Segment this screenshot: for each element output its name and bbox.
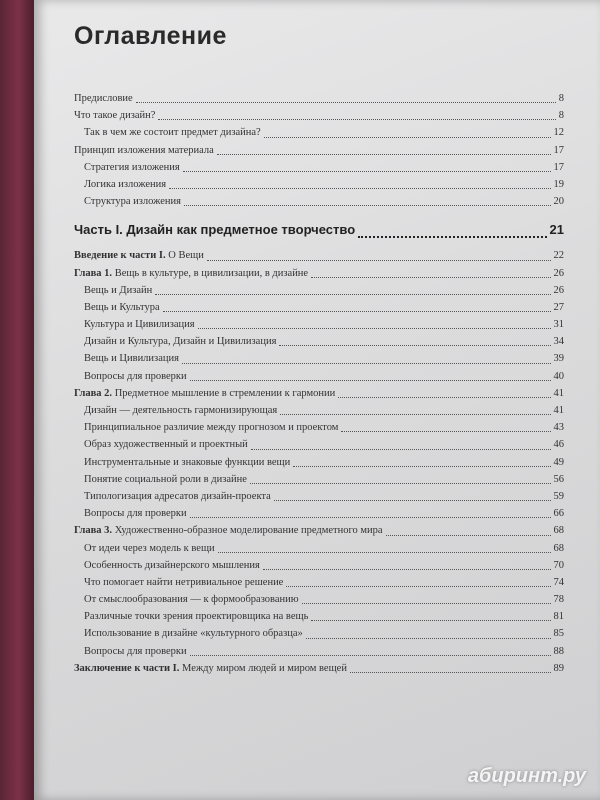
- dot-leader: [190, 380, 551, 381]
- toc-entry: [74, 350, 564, 367]
- toc-entry-label: Стратегия изложения: [84, 161, 180, 173]
- dot-leader: [279, 345, 550, 346]
- dot-leader: [293, 466, 550, 467]
- toc-entry-page: 68: [553, 542, 564, 554]
- toc-entry-page: 17: [553, 144, 564, 156]
- toc-entry: [74, 402, 564, 419]
- toc-entry: [74, 660, 564, 677]
- dot-leader: [358, 236, 546, 238]
- toc-entry-page: 41: [553, 387, 564, 399]
- toc-chapter: [74, 385, 564, 402]
- watermark-logo: абиринт.ру: [467, 765, 586, 787]
- toc-entry: [74, 159, 564, 176]
- toc-entry: [74, 282, 564, 299]
- toc-entry-page: 81: [553, 611, 564, 623]
- toc-entry-prefix: Глава 2.: [74, 387, 113, 399]
- toc-entry-page: 66: [553, 508, 564, 520]
- toc-entry-label: Вещь и Цивилизация: [84, 353, 179, 365]
- toc-entry-label: Что такое дизайн?: [74, 110, 156, 122]
- dot-leader: [198, 328, 551, 329]
- toc-entry-label: Вопросы для проверки: [84, 508, 187, 520]
- toc-entry-page: 21: [549, 222, 564, 238]
- toc-chapter: [74, 522, 564, 539]
- toc-entry-label: Структура изложения: [84, 196, 181, 208]
- toc-entry-label: Типологизация адресатов дизайн-проекта: [84, 490, 271, 502]
- toc-entry-page: 31: [553, 319, 564, 331]
- dot-leader: [155, 294, 550, 295]
- toc-entry-label: Часть I. Дизайн как предметное творчество: [74, 222, 356, 238]
- toc-entry-page: 22: [553, 250, 564, 262]
- toc-entry-page: 17: [553, 161, 564, 173]
- toc-entry-page: 34: [553, 336, 564, 348]
- toc-entry-label: Вещь и Культура: [84, 301, 160, 313]
- toc-entry-label: Понятие социальной роли в дизайне: [84, 473, 247, 485]
- toc-entry-page: 26: [553, 267, 564, 279]
- dot-leader: [207, 260, 551, 261]
- toc-entry: [74, 176, 564, 193]
- dot-leader: [217, 154, 551, 155]
- book-cover-edge: [0, 0, 34, 800]
- dot-leader: [218, 552, 551, 553]
- dot-leader: [302, 603, 551, 604]
- dot-leader: [184, 205, 551, 206]
- toc-entry: [74, 247, 564, 264]
- toc-entry-label: Логика изложения: [84, 178, 167, 190]
- toc-entry-page: 26: [553, 284, 564, 296]
- toc-entry-label: От смыслообразования — к формообразованию: [84, 594, 299, 606]
- toc-entry-prefix: Введение к части I.: [74, 250, 166, 262]
- toc-entry-label: Принципиальное различие между прогнозом и проектом: [84, 422, 339, 434]
- toc-entry-label: Принцип изложения материала: [74, 144, 214, 156]
- toc-entry-page: 43: [553, 422, 564, 434]
- toc-entry-label: Особенность дизайнерского мышления: [84, 559, 260, 571]
- toc-entry-page: 19: [553, 178, 564, 190]
- toc-entry: [74, 299, 564, 316]
- toc-entry-label: Образ художественный и проектный: [84, 439, 248, 451]
- dot-leader: [341, 431, 550, 432]
- toc-part-heading: [74, 218, 564, 242]
- toc-entry-label: Предисловие: [74, 93, 133, 104]
- toc-entry: [74, 574, 564, 591]
- toc-entry-page: 41: [553, 405, 564, 416]
- toc-entry-label: Что помогает найти нетривиальное решение: [84, 576, 284, 588]
- dot-leader: [286, 586, 550, 587]
- toc-entry-prefix: Глава 3.: [74, 525, 113, 537]
- toc-entry-page: 8: [558, 110, 564, 122]
- toc-entry: [74, 142, 564, 159]
- dot-leader: [158, 119, 555, 120]
- toc-entry-page: 39: [553, 353, 564, 365]
- dot-leader: [264, 137, 551, 138]
- toc-entry-page: 12: [553, 127, 564, 139]
- toc-entry-label: Вопросы для проверки: [84, 370, 187, 382]
- dot-leader: [136, 102, 556, 103]
- toc-entry-label: [74, 385, 335, 402]
- dot-leader: [183, 171, 551, 172]
- table-of-contents: [74, 90, 564, 677]
- toc-entry-page: 70: [553, 559, 564, 571]
- toc-entry: [74, 333, 564, 350]
- toc-entry-label: Культура и Цивилизация: [84, 319, 195, 331]
- toc-entry: [74, 436, 564, 453]
- toc-entry: [74, 557, 564, 574]
- toc-entry-label: [74, 522, 383, 539]
- dot-leader: [311, 277, 550, 278]
- book-page: [34, 0, 600, 800]
- toc-entry: [74, 505, 564, 522]
- toc-entry: [74, 316, 564, 333]
- toc-entry: [74, 625, 564, 642]
- dot-leader: [306, 638, 551, 639]
- toc-entry-label: Вопросы для проверки: [84, 645, 187, 657]
- toc-entry: [74, 124, 564, 141]
- toc-entry-page: 49: [553, 456, 564, 468]
- toc-entry-label: [74, 660, 347, 677]
- page-title: Оглавление: [74, 22, 227, 50]
- toc-entry: [74, 107, 564, 124]
- toc-entry-page: 78: [553, 594, 564, 606]
- dot-leader: [311, 620, 550, 621]
- dot-leader: [250, 483, 551, 484]
- dot-leader: [338, 397, 550, 398]
- dot-leader: [190, 655, 551, 656]
- toc-entry: [74, 193, 564, 210]
- dot-leader: [350, 672, 551, 673]
- toc-entry-title: Предметное мышление в стремлении к гармонии: [112, 387, 336, 399]
- toc-entry-page: 40: [553, 370, 564, 382]
- dot-leader: [163, 311, 551, 312]
- toc-entry: [74, 591, 564, 608]
- toc-entry-title: Вещь в культуре, в цивилизации, в дизайне: [112, 267, 309, 279]
- toc-entry-title: Художественно-образное моделирование предметного мира: [112, 525, 383, 537]
- dot-leader: [386, 535, 551, 536]
- toc-entry: [74, 454, 564, 471]
- toc-entry-page: 8: [558, 93, 564, 104]
- dot-leader: [263, 569, 551, 570]
- toc-entry-page: 88: [553, 645, 564, 657]
- dot-leader: [190, 517, 551, 518]
- toc-entry-title: Между миром людей и миром вещей: [179, 662, 347, 674]
- toc-entry-prefix: Глава 1.: [74, 267, 113, 279]
- toc-entry-label: Инструментальные и знаковые функции вещи: [84, 456, 291, 468]
- toc-entry-label: [74, 265, 308, 282]
- dot-leader: [182, 363, 551, 364]
- toc-entry-page: 20: [553, 196, 564, 208]
- toc-entry-prefix: Заключение к части I.: [74, 662, 180, 674]
- toc-entry-title: О Вещи: [165, 250, 204, 262]
- toc-entry: [74, 608, 564, 625]
- toc-entry-page: 68: [553, 525, 564, 537]
- dot-leader: [280, 414, 550, 415]
- toc-entry-label: Различные точки зрения проектировщика на вещь: [84, 611, 309, 623]
- toc-entry-page: 74: [553, 576, 564, 588]
- toc-entry-label: От идеи через модель к вещи: [84, 542, 215, 554]
- toc-entry: [74, 368, 564, 385]
- toc-entry-page: 85: [553, 628, 564, 640]
- toc-entry-label: [74, 247, 204, 264]
- toc-entry-label: Вещь и Дизайн: [84, 284, 153, 296]
- toc-entry: [74, 90, 564, 107]
- toc-entry: [74, 643, 564, 660]
- toc-entry-page: 89: [553, 662, 564, 674]
- toc-entry-page: 56: [553, 473, 564, 485]
- toc-entry-page: 46: [553, 439, 564, 451]
- toc-entry: [74, 471, 564, 488]
- dot-leader: [274, 500, 551, 501]
- toc-entry: [74, 540, 564, 557]
- toc-entry-label: Использование в дизайне «культурного образца»: [84, 628, 303, 640]
- toc-entry-page: 59: [553, 490, 564, 502]
- toc-entry: [74, 488, 564, 505]
- toc-chapter: [74, 265, 564, 282]
- toc-entry-label: Дизайн и Культура, Дизайн и Цивилизация: [84, 336, 277, 348]
- dot-leader: [169, 188, 550, 189]
- toc-entry-label: Так в чем же состоит предмет дизайна?: [84, 127, 261, 139]
- toc-entry-page: 27: [553, 301, 564, 313]
- dot-leader: [251, 449, 551, 450]
- toc-entry: [74, 419, 564, 436]
- toc-entry-label: Дизайн — деятельность гармонизирующая: [84, 405, 278, 416]
